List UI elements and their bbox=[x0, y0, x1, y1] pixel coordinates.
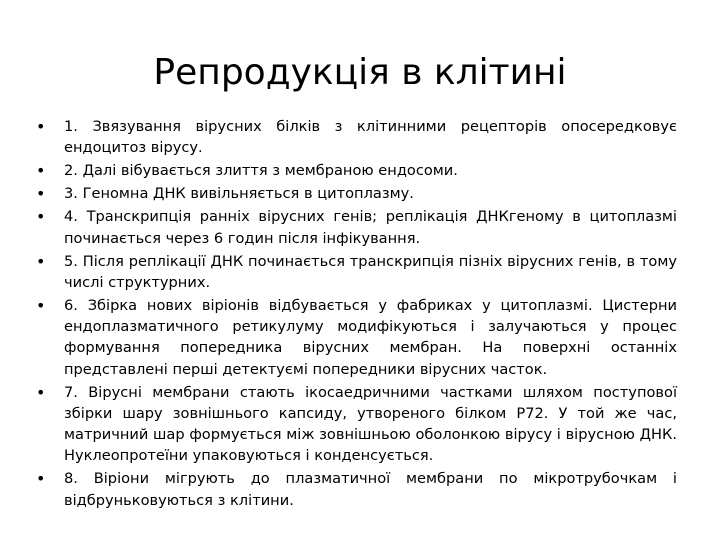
bullet-item-4 bbox=[36, 206, 677, 248]
bullet-icon: • bbox=[36, 382, 46, 402]
bullet-item-5 bbox=[36, 251, 677, 293]
bullet-icon: • bbox=[36, 207, 46, 227]
bullet-icon: • bbox=[36, 117, 46, 136]
bullet-text: 4. Транскрипція ранніх вірусних генів; реплікація ДНКгеному в цитоплазмі починається через 6 годин після інфікування. bbox=[64, 208, 677, 247]
bullet-item-1 bbox=[36, 116, 677, 158]
bullet-text: 7. Вірусні мембрани стають ікосаедричними частками шляхом поступової збірки шару зовнішнього капсиду, утвореного білком P72. У той же час, матричний шар формується між зовнішньою оболонкою вірусу і вірусною ДНК. Нуклеопротеїни упаковуються і конденсується. bbox=[64, 383, 677, 465]
bullet-icon: • bbox=[36, 469, 46, 489]
bullet-text: 3. Геномна ДНК вивільняється в цитоплазму. bbox=[64, 185, 414, 203]
bullet-item-3 bbox=[36, 183, 677, 204]
bullet-item-7 bbox=[36, 382, 677, 467]
bullet-icon: • bbox=[36, 251, 46, 271]
bullet-text: 5. Після реплікації ДНК починається транскрипція пізніх вірусних генів, в тому числі структурних. bbox=[64, 252, 677, 291]
bullet-text: 1. Звязування вірусних білків з клітинними рецепторів опосередковує ендоцитоз вірусу. bbox=[64, 118, 677, 157]
bullet-icon: • bbox=[36, 161, 46, 181]
bullet-text: 8. Віріони мігрують до плазматичної мембрани по мікротрубочкам і відбруньковуються з клітини. bbox=[64, 470, 677, 509]
bullet-text: 2. Далі вібувається злиття з мембраною ендосоми. bbox=[64, 162, 458, 180]
bullet-icon: • bbox=[36, 184, 46, 204]
bullet-icon: • bbox=[36, 296, 46, 316]
bullet-item-8 bbox=[36, 468, 677, 510]
bullet-list bbox=[36, 116, 677, 513]
bullet-item-6 bbox=[36, 295, 677, 380]
bullet-text: 6. Збірка нових віріонів відбувається у фабриках у цитоплазмі. Цистерни ендоплазматичного ретикулуму модифікуються і залучаються у процес формування попередника вірусних мембран. На поверхні останніх представлені перші детектуємі попередники вірусних часток. bbox=[64, 297, 677, 378]
slide-title: Репродукція в клітині bbox=[153, 52, 567, 93]
bullet-item-2 bbox=[36, 160, 677, 181]
